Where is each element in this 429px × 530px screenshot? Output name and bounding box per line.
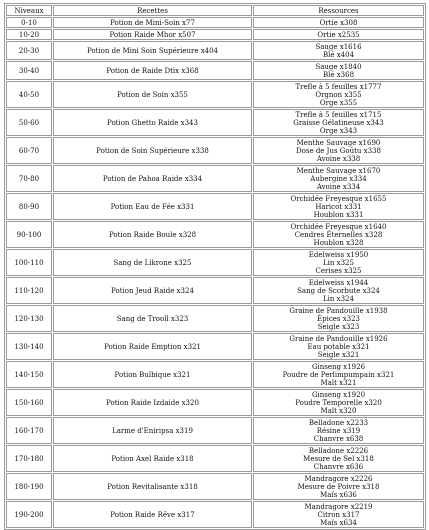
table-row (6, 501, 424, 528)
table-row (6, 417, 424, 444)
header-row (6, 5, 424, 16)
resource-item: Orge x355 (319, 98, 358, 107)
level-cell: 20-30 (6, 41, 52, 60)
level-cell: 0-10 (6, 17, 52, 28)
table-row (6, 165, 424, 192)
resource-item: Orgnon x355 (315, 90, 362, 99)
resources-cell (253, 109, 424, 136)
resources-cell (253, 193, 424, 220)
resource-item: Ortie x308 (319, 18, 358, 27)
table-row (6, 17, 424, 28)
header-recipes: Recettes (53, 5, 252, 16)
recipe-cell: Potion Axel Raide x318 (53, 445, 252, 472)
level-cell: 140-150 (6, 361, 52, 388)
resource-item: Graine de Pandouille x1926 (289, 334, 388, 343)
resource-item: Cerises x325 (315, 266, 362, 275)
resource-item: Chanvre x636 (313, 462, 364, 471)
level-cell: 120-130 (6, 305, 52, 332)
level-cell: 10-20 (6, 29, 52, 40)
resources-cell (253, 249, 424, 276)
resource-item: Sang de Scorbute x324 (297, 286, 380, 295)
resource-item: Graisse Gélatineuse x343 (293, 118, 384, 127)
recipe-cell: Potion Bulbique x321 (53, 361, 252, 388)
header-resources: Ressources (253, 5, 424, 16)
resource-item: Citron x317 (317, 510, 360, 519)
table-row (6, 361, 424, 388)
table-row (6, 221, 424, 248)
table-row (6, 109, 424, 136)
resource-item: Menthe Sauvage x1670 (296, 166, 381, 175)
resource-item: Menthe Sauvage x1690 (296, 138, 381, 147)
recipes-table (4, 3, 426, 530)
resource-item: Mandragore x2226 (304, 474, 373, 483)
resource-item: Sauge x1616 (315, 42, 362, 51)
level-cell: 70-80 (6, 165, 52, 192)
resources-cell (253, 17, 424, 28)
resource-item: Cendres Éternelles x328 (294, 230, 383, 239)
level-cell: 190-200 (6, 501, 52, 528)
resource-item: Trefle à 5 feuilles x1777 (295, 82, 382, 91)
recipe-cell: Potion Raide Izdaide x320 (53, 389, 252, 416)
resource-item: Belladone x2233 (308, 418, 369, 427)
table-row (6, 249, 424, 276)
resource-item: Orchidée Freyesque x1655 (290, 194, 387, 203)
recipe-cell: Potion Ghetto Raide x343 (53, 109, 252, 136)
level-cell: 80-90 (6, 193, 52, 220)
table-row (6, 305, 424, 332)
resources-cell (253, 305, 424, 332)
table-row (6, 277, 424, 304)
recipe-cell: Potion Jeud Raide x324 (53, 277, 252, 304)
resource-item: Mesure de Sel x318 (303, 454, 374, 463)
resources-cell (253, 29, 424, 40)
resources-cell (253, 61, 424, 80)
resource-item: Trefle à 5 feuilles x1715 (295, 110, 382, 119)
level-cell: 160-170 (6, 417, 52, 444)
level-cell: 90-100 (6, 221, 52, 248)
recipe-cell: Potion de Raide Dtix x368 (53, 61, 252, 80)
recipe-cell: Potion Raide Mhor x507 (53, 29, 252, 40)
resources-cell (253, 445, 424, 472)
table-row (6, 81, 424, 108)
resource-item: Belladone x2226 (308, 446, 369, 455)
resource-item: Aubergine x334 (310, 174, 367, 183)
resource-item: Haricot x331 (315, 202, 362, 211)
resources-cell (253, 501, 424, 528)
level-cell: 110-120 (6, 277, 52, 304)
table-row (6, 61, 424, 80)
resources-cell (253, 417, 424, 444)
resources-cell (253, 389, 424, 416)
resource-item: Chanvre x638 (313, 434, 364, 443)
table-row (6, 41, 424, 60)
resource-item: Poudre de Perlimpumpain x321 (282, 370, 395, 379)
resource-item: Malt x321 (320, 378, 357, 387)
recipe-cell: Potion Revitalisante x318 (53, 473, 252, 500)
level-cell: 180-190 (6, 473, 52, 500)
level-cell: 30-40 (6, 61, 52, 80)
resource-item: Seigle x321 (317, 350, 360, 359)
resource-item: Épices x323 (316, 314, 361, 323)
recipe-cell: Potion de Mini-Soin x77 (53, 17, 252, 28)
resources-cell (253, 473, 424, 500)
recipe-cell: Potion Raide Emption x321 (53, 333, 252, 360)
resource-item: Blé x404 (322, 50, 355, 59)
level-cell: 150-160 (6, 389, 52, 416)
resource-item: Ginseng x1920 (311, 390, 366, 399)
recipe-cell: Potion Eau de Fée x331 (53, 193, 252, 220)
level-cell: 40-50 (6, 81, 52, 108)
level-cell: 50-60 (6, 109, 52, 136)
recipe-cell: Potion Raide Boule x328 (53, 221, 252, 248)
recipe-cell: Sang de Trooll x323 (53, 305, 252, 332)
resource-item: Malt x320 (320, 406, 357, 415)
resources-cell (253, 333, 424, 360)
resource-item: Mesure de Poivre x318 (297, 482, 380, 491)
recipe-cell: Larme d'Eniripsa x319 (53, 417, 252, 444)
recipe-cell: Potion de Mini Soin Supérieure x404 (53, 41, 252, 60)
table-row (6, 29, 424, 40)
recipe-cell: Potion de Pahoa Raide x334 (53, 165, 252, 192)
resource-item: Ginseng x1926 (311, 362, 366, 371)
resource-item: Avoine x338 (316, 154, 361, 163)
resource-item: Lin x325 (323, 258, 354, 267)
resource-item: Dose de Jus Goûtu x338 (296, 146, 381, 155)
level-cell: 100-110 (6, 249, 52, 276)
header-levels: Niveaux (6, 5, 52, 16)
resources-cell (253, 41, 424, 60)
resource-item: Seigle x323 (317, 322, 360, 331)
resource-item: Eau potable x321 (307, 342, 370, 351)
level-cell: 170-180 (6, 445, 52, 472)
table-row (6, 137, 424, 164)
table-row (6, 473, 424, 500)
resource-item: Blé x368 (322, 70, 355, 79)
resources-cell (253, 137, 424, 164)
resource-item: Avoine x334 (316, 182, 361, 191)
resource-item: Poudre Temporelle x320 (295, 398, 382, 407)
resource-item: Orchidée Freyesque x1640 (290, 222, 387, 231)
resources-cell (253, 221, 424, 248)
level-cell: 60-70 (6, 137, 52, 164)
table-row (6, 333, 424, 360)
table-row (6, 193, 424, 220)
resources-cell (253, 361, 424, 388)
recipe-cell: Potion de Soin x355 (53, 81, 252, 108)
table-row (6, 445, 424, 472)
recipe-cell: Sang de Likrone x325 (53, 249, 252, 276)
resource-item: Maïs x636 (320, 490, 357, 499)
resources-cell (253, 81, 424, 108)
resource-item: Edelweiss x1950 (308, 250, 369, 259)
table-row (6, 389, 424, 416)
resource-item: Houblon x328 (313, 238, 364, 247)
resource-item: Maïs x634 (320, 518, 357, 527)
resource-item: Orge x343 (319, 126, 358, 135)
resources-cell (253, 277, 424, 304)
resource-item: Ortie x2535 (317, 30, 360, 39)
resource-item: Graine de Pandouille x1938 (289, 306, 388, 315)
recipe-cell: Potion de Soin Supérieure x338 (53, 137, 252, 164)
recipe-cell: Potion Raide Rêve x317 (53, 501, 252, 528)
resource-item: Lin x324 (323, 294, 354, 303)
resource-item: Mandragore x2219 (304, 502, 373, 511)
level-cell: 130-140 (6, 333, 52, 360)
resources-cell (253, 165, 424, 192)
resource-item: Edelweiss x1944 (308, 278, 369, 287)
resource-item: Résine x319 (316, 426, 361, 435)
resource-item: Houblon x331 (313, 210, 364, 219)
table-body (6, 17, 424, 528)
resource-item: Sauge x1840 (315, 62, 362, 71)
